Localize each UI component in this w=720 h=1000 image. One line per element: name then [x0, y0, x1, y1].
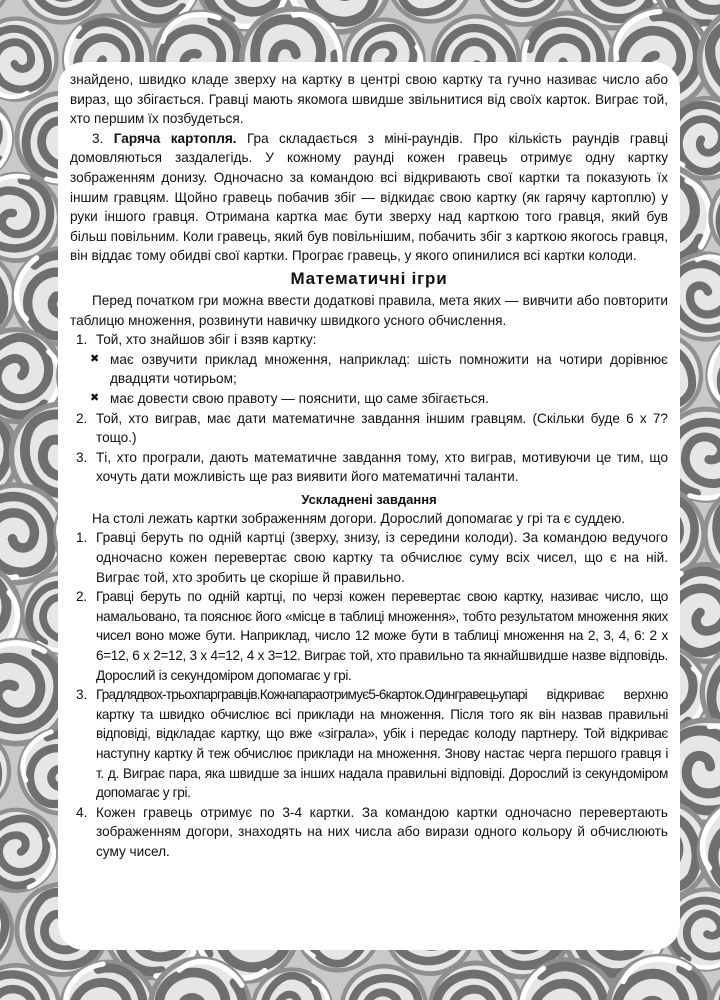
- swirl-ornament: [707, 173, 720, 263]
- hard-tasks-list: [70, 528, 668, 861]
- hot-potato-title: Гаряча картопля.: [113, 130, 237, 146]
- swirl-ornament: [0, 0, 9, 19]
- item3-first-line: Градлядвох-трьохпаргравців.Кожнапараотримує5-6карток.Одингравецьупарі: [96, 687, 527, 703]
- cross-bullet-icon: ✖: [90, 391, 100, 404]
- list-item: 3. Градлядвох-трьохпаргравців.Кожнапараотримує5-6карток.Одингравецьупарі відкриває верхню картку та швидко обчислює всі приклади на множення. Після того як він назвав правильні відповіді, відкладає картку, що вже «зіграла», убік і передає колоду партнеру. Той відкриває наступну картку й теж обчислює приклади на множення. Знову настає черга першого гравця і т. д. Виграє пара, яка швидше за інших надала правильні відповіді. Дорослий із секундоміром допомагає у грі.: [76, 687, 668, 801]
- list-item: 2. Гравці беруть по одній картці, по черзі кожен перевертає свою картку, називає число, що намальовано, та пояснює його «місце в таблиці множення», тобто результатом множення яких чисел воно може бути. Наприклад, число 12 може бути в таблиці множення на 2, 3, 4, 6: 2 х 6=12, 6 х 2=12, 3 х 4=12, 4 х 3=12. Виграє той, хто правильно та якнайшвидше назве відповідь. Дорослий із секундоміром допомагає у грі.: [76, 589, 668, 683]
- paragraph-continuation: знайдено, швидко кладе зверху на картку в центрі свою картку та гучно називає число або вираз, що збігається. Гравці мають якомога швидше звільнитися від своїх карток. Виграє той, хто першим їх позбудеться.: [70, 72, 668, 127]
- list-item: 2. Той, хто виграв, має дати математичне завдання іншим гравцям. (Скільки буде 6 х 7? тощо.): [76, 410, 668, 446]
- list-item: ✖ має озвучити приклад множення, наприклад: шість помножити на чотири дорівнює двадцяти чотирьом;: [70, 350, 668, 389]
- section-title-math-games: Математичні ігри: [290, 268, 448, 288]
- list-item: 1. Той, хто знайшов збіг і взяв картку:: [76, 332, 317, 348]
- item3-rest: відкриває верхню картку та швидко обчислює всі приклади на множення. Після того як він назвав правильні відповіді, відкладає картку, що вже «зіграла», убік і передає колоду партнеру. Той відкриває наступну картку й теж обчислює приклади на множення. Знову настає черга першого гравця і т. д. Виграє пара, яка швидше за інших надала правильні відповіді. Дорослий із секундоміром допомагає у грі.: [96, 687, 668, 801]
- math-rules-list: [70, 330, 668, 487]
- page-content: [70, 70, 668, 862]
- math-intro: Перед початком гри можна ввести додаткові правила, мета яких — вивчити або повторити таблицю множення, розвинути навичку швидкого усного обчислення.: [70, 292, 668, 328]
- section-title-hard-tasks: Ускладнені завдання: [301, 491, 437, 507]
- list-item: 4. Кожен гравець отримує по 3-4 картки. За командою картки одночасно перевертають зображенням догори, знаходять на них числа або вирази одного кольору й обчислюють суму чисел.: [76, 804, 668, 859]
- list-item: ✖ має довести свою правоту — пояснити, що саме збігається.: [70, 389, 668, 409]
- hard-intro: На столі лежать картки зображенням догори. Дорослий допомагає у грі та є суддею.: [92, 510, 626, 526]
- list-item: 1. Гравці беруть по одній картці (зверху, знизу, із середини колоди). За командою ведучого одночасно кожен перевертає свою картку та обчислює суму всіх чисел, що є на ній. Виграє той, хто зробить це скоріше й правильно.: [76, 530, 668, 585]
- cross-bullet-icon: ✖: [90, 352, 100, 365]
- list-item: 3. Ті, хто програли, дають математичне завдання тому, хто виграв, мотивуючи це тим, що хочуть дати можливість ще раз виявити його математичні таланти.: [76, 449, 668, 485]
- hot-potato-number: 3.: [92, 130, 104, 146]
- hot-potato-text: Гра складається з міні-раундів. Про кількість раундів гравці домовляються заздалегідь. У кожному раунді кожен гравець отримує одну картку зображенням донизу. Одночасно за командою всі відкривають свої картки та показують їх іншим гравцям. Щойно гравець побачив збіг — відкидає свою картку (як гарячу картоплю) у руки іншого гравця. Отримана картка має бути зверху над карткою того гравця, який був більш повільним. Коли гравець, який був повільнішим, побачить збіг з карткою якогось гравця, він віддає тому обидві свої картки. Програє гравець, у якого опинилися всі картки колоди.: [70, 130, 669, 264]
- paragraph-hot-potato: [70, 129, 668, 266]
